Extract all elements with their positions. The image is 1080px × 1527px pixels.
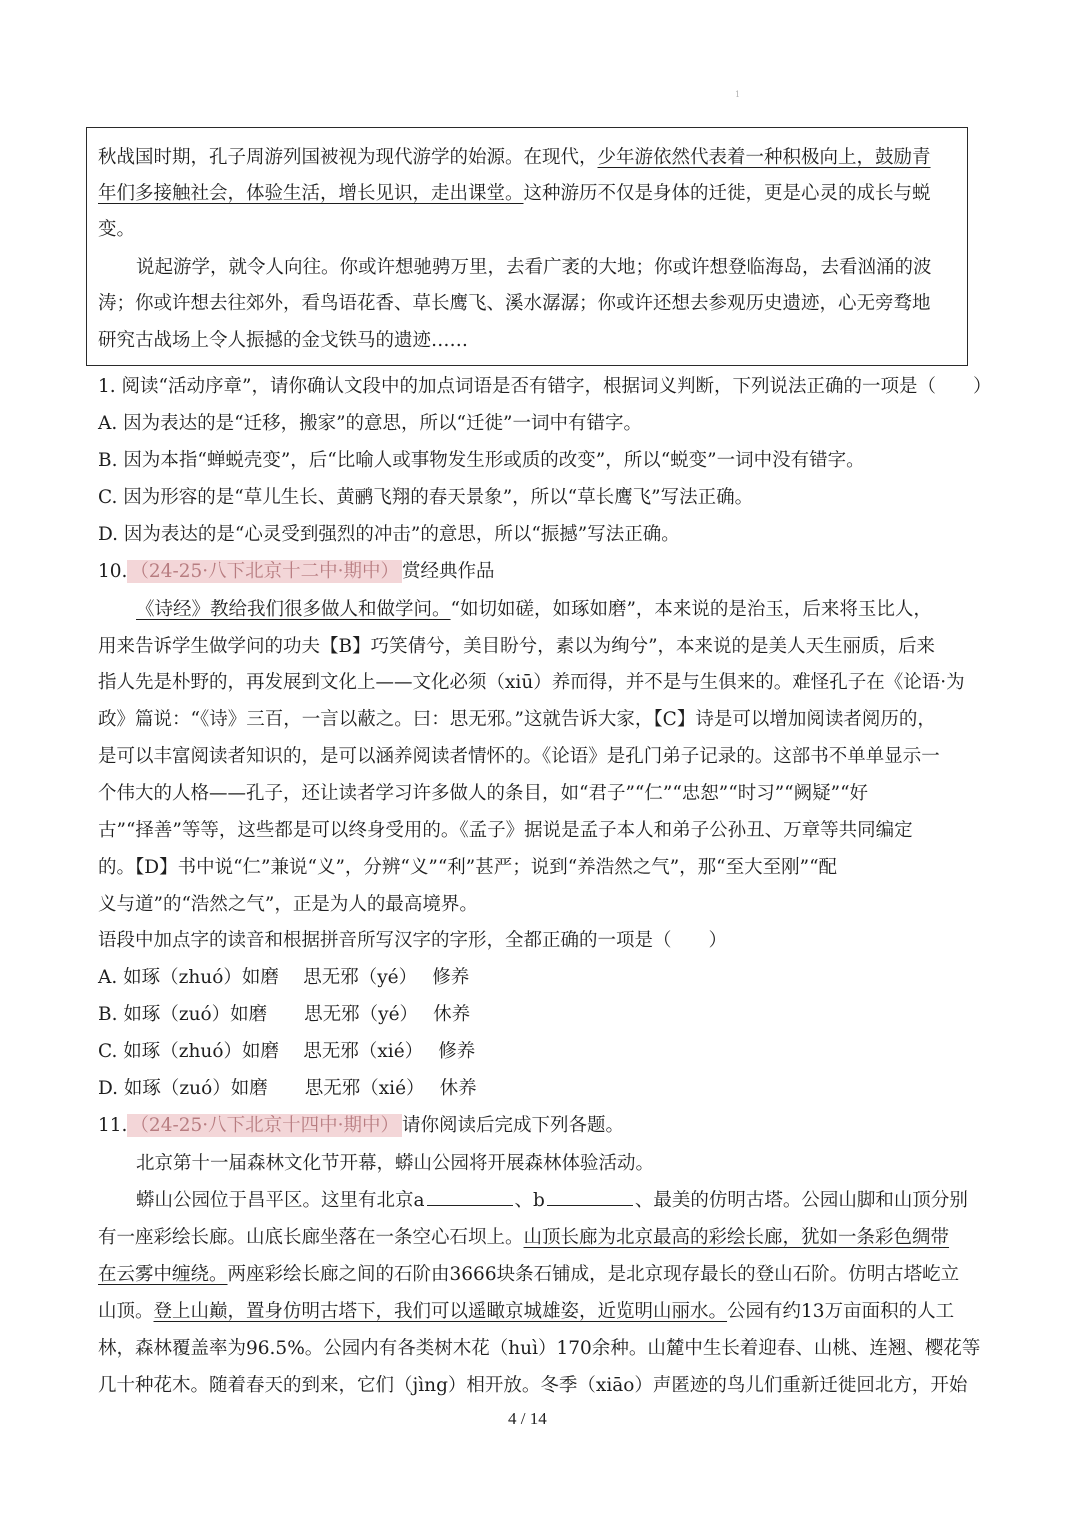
page-number: 4 / 14 <box>508 1409 547 1428</box>
q11-source-tag: （24-25·八下北京十四中·期中） <box>127 1114 402 1137</box>
q11-para-3: 在云雾中缠绕。两座彩绘长廊之间的石阶由3666块条石铺成，是北京现存最长的登山石阶。仿明古塔屹立 <box>98 1264 960 1285</box>
q1-option-b: B. 因为本指“蝉蜕壳变”，后“比喻人或事物发生形或质的改变”，所以“蜕变”一词中没有错字。 <box>98 450 865 471</box>
q10-option-d: D. 如琢（zuó）如磨 思无邪（xié） 休养 <box>98 1078 477 1099</box>
blank-b[interactable] <box>547 1189 633 1206</box>
q10-number: 10. <box>98 561 128 582</box>
q10-title: 赏经典作品 <box>402 561 495 582</box>
q10-option-a: A. 如琢（zhuó）如磨 思无邪（yé） 修养 <box>98 967 470 988</box>
q10-source-tag: （24-25·八下北京十二中·期中） <box>127 560 402 583</box>
underlined-sentence: 年们多接触社会，体验生活，增长见识，走出课堂。 <box>98 183 524 204</box>
box-line-1: 秋战国时期，孔子周游列国被视为现代游学的始源。在现代，少年游依然代表着一种积极向上，鼓励青 <box>98 147 931 168</box>
q11-header <box>98 1111 624 1137</box>
q11-intro: 北京第十一届森林文化节开幕，蟒山公园将开展森林体验活动。 <box>136 1153 655 1174</box>
blank-a[interactable] <box>427 1189 513 1206</box>
q10-stem: 语段中加点字的读音和根据拼音所写汉字的字形，全都正确的一项是（ ） <box>98 930 728 951</box>
q11-para-5: 林，森林覆盖率为96.5%。公园内有各类树木花（huì）170余种。山麓中生长着迎春、山桃、连翘、樱花等 <box>98 1338 981 1359</box>
q1-option-c: C. 因为形容的是“草儿生长、黄鹂飞翔的春天景象”，所以“草长鹰飞”写法正确。 <box>98 487 754 508</box>
q10-para-4: 政》篇说：“《诗》三百，一言以蔽之。曰：思无邪。”这就告诉大家，【C】诗是可以增加阅读者阅历的， <box>98 709 936 730</box>
q10-para-8: 的。【D】书中说“仁”兼说“义”，分辨“义”“利”甚严；说到“养浩然之气”，那“至大至刚”“配 <box>98 857 838 878</box>
q10-para-1: 《诗经》教给我们很多做人和做学问。“如切如磋，如琢如磨”，本来说的是治玉，后来将玉比人， <box>136 599 932 620</box>
box-line-5: 涛；你或许想去往郊外，看鸟语花香、草长鹰飞、溪水潺潺；你或许还想去参观历史遗迹，心无旁骛地 <box>98 293 931 314</box>
page-top-mark: 1 <box>735 90 741 99</box>
q10-para-9: 义与道”的“浩然之气”，正是为人的最高境界。 <box>98 894 478 915</box>
q10-header <box>98 557 495 583</box>
underlined-sentence: 登上山巅，置身仿明古塔下，我们可以遥瞰京城雄姿，近览明山丽水。 <box>153 1301 728 1322</box>
q10-para-2: 用来告诉学生做学问的功夫【B】巧笑倩兮，美目盼兮，素以为绚兮”，本来说的是美人天生丽质，后来 <box>98 636 936 657</box>
box-line-3: 变。 <box>98 219 136 240</box>
underlined-sentence: 在云雾中缠绕。 <box>98 1264 228 1285</box>
q10-option-c: C. 如琢（zhuó）如磨 思无邪（xié） 修养 <box>98 1041 476 1062</box>
box-line-6: 研究古战场上令人振撼的金戈铁马的遗迹…… <box>98 330 469 351</box>
underlined-sentence: 少年游依然代表着一种积极向上，鼓励青 <box>597 147 931 168</box>
q1-option-d: D. 因为表达的是“心灵受到强烈的冲击”的意思，所以“振撼”写法正确。 <box>98 524 680 545</box>
q10-option-b: B. 如琢（zuó）如磨 思无邪（yé） 休养 <box>98 1004 471 1025</box>
q11-title: 请你阅读后完成下列各题。 <box>402 1115 625 1136</box>
q11-number: 11. <box>98 1115 128 1136</box>
q11-para-4: 山顶。登上山巅，置身仿明古塔下，我们可以遥瞰京城雄姿，近览明山丽水。公园有约13万亩面积的人工 <box>98 1301 955 1322</box>
q10-para-7: 古”“择善”等等，这些都是可以终身受用的。《孟子》据说是孟子本人和弟子公孙丑、万章等共同编定 <box>98 820 913 841</box>
q10-para-6: 个伟大的人格——孔子，还让读者学习许多做人的条目，如“君子”“仁”“忠恕”“时习”“阙疑”“好 <box>98 783 869 804</box>
underlined-sentence: 山顶长廊为北京最高的彩绘长廊，犹如一条彩色绸带 <box>523 1227 950 1248</box>
q10-para-5: 是可以丰富阅读者知识的，是可以涵养阅读者情怀的。《论语》是孔门弟子记录的。这部书不单单显示一 <box>98 746 940 767</box>
q1-stem: 1. 阅读“活动序章”，请你确认文段中的加点词语是否有错字，根据词义判断，下列说法正确的一项是（ ） <box>98 376 992 397</box>
box-line-2: 年们多接触社会，体验生活，增长见识，走出课堂。这种游历不仅是身体的迁徙，更是心灵的成长与蜕 <box>98 183 931 204</box>
q1-option-a: A. 因为表达的是“迁移，搬家”的意思，所以“迁徙”一词中有错字。 <box>98 413 642 434</box>
q11-para-2: 有一座彩绘长廊。山底长廊坐落在一条空心石坝上。山顶长廊为北京最高的彩绘长廊，犹如一条彩色绸带 <box>98 1227 950 1248</box>
underlined-sentence: 《诗经》教给我们很多做人和做学问。 <box>136 599 451 620</box>
q10-para-3: 指人先是朴野的，再发展到文化上——文化必须（xiū）养而得，并不是与生俱来的。难怪孔子在《论语·为 <box>98 672 965 693</box>
q11-para-6: 几十种花木。随着春天的到来，它们（jìng）相开放。冬季（xiāo）声匿迹的鸟儿们重新迁徙回北方，开始 <box>98 1375 968 1396</box>
q11-para-1: 蟒山公园位于昌平区。这里有北京a 、b 、最美的仿明古塔。公园山脚和山顶分别 <box>136 1190 968 1211</box>
box-line-4: 说起游学，就令人向往。你或许想驰骋万里，去看广袤的大地；你或许想登临海岛，去看汹涌的波 <box>136 257 932 278</box>
